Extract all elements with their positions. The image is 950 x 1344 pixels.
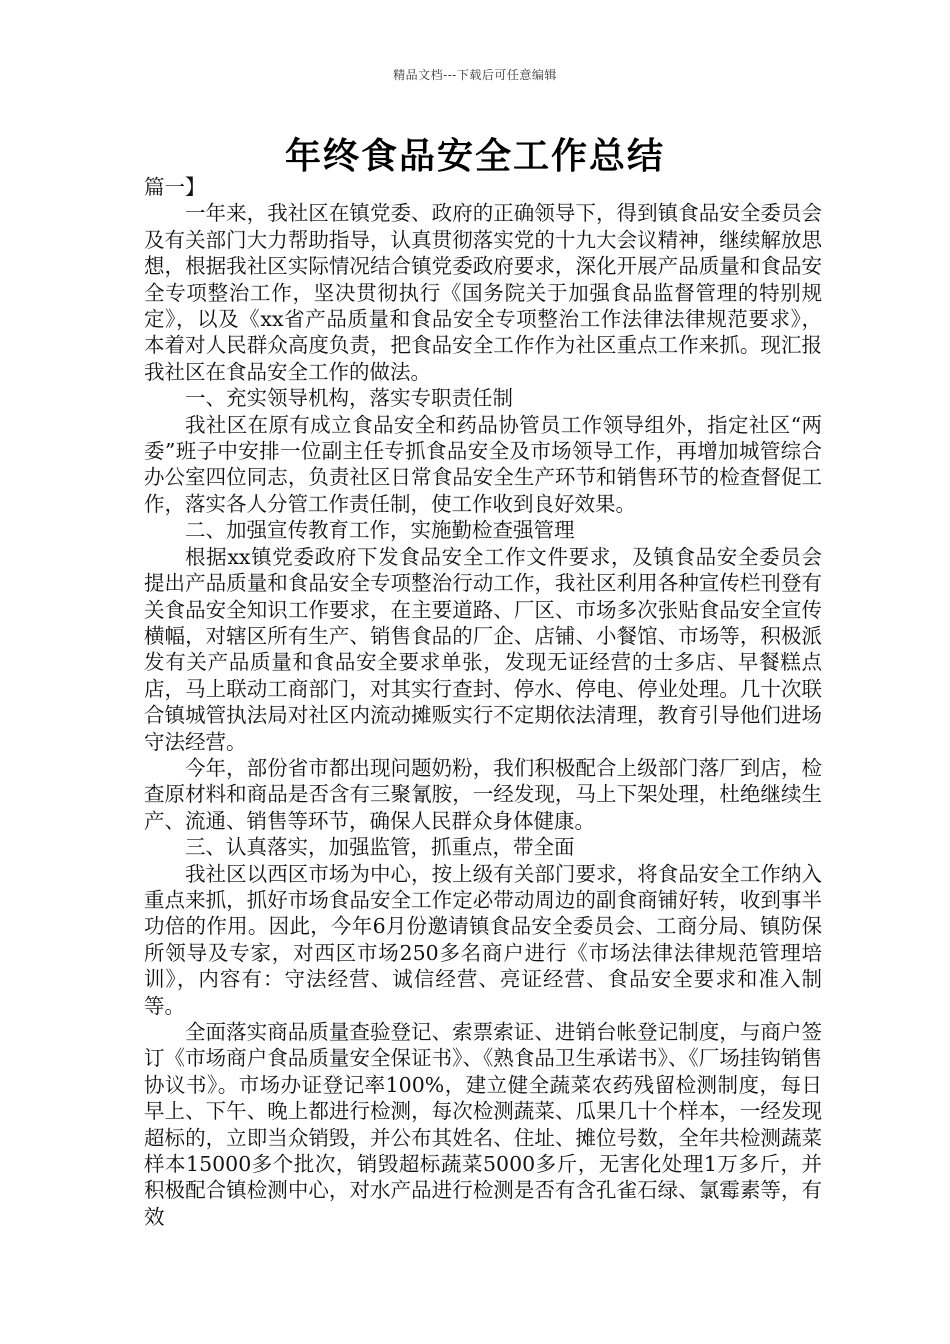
section-label: 篇一】 — [144, 175, 206, 199]
document-body — [144, 174, 822, 1230]
paragraph-inspection: 全面落实商品质量查验登记、索票索证、进销台帐登记制度，与商户签订《市场商户食品质量安全保证书》、《熟食品卫生承诺书》、《厂场挂钩销售协议书》。市场办证登记率100%，建立健全蔬菜农药残留检测制度，每日早上、下午、晚上都进行检测，每次检测蔬菜、瓜果几十个样本，一经发现超标的，立即当众销毁，并公布其姓名、住址、摊位号数，全年共检测蔬菜样本15000多个批次，销毁超标蔬菜5000多斤，无害化处理1万多斤，并积极配合镇检测中心，对水产品进行检测是否有含孔雀石绿、氯霉素等，有效 — [144, 1020, 822, 1229]
section-heading-2: 二、加强宣传教育工作，实施勤检查强管理 — [185, 518, 575, 543]
paragraph-market-focus: 我社区以西区市场为中心，按上级有关部门要求，将食品安全工作纳入重点来抓，抓好市场食品安全工作定必带动周边的副食商铺好转，收到事半功倍的作用。因此，今年6月份邀请镇食品安全委员会、工商分局、镇防保所领导及专家，对西区市场250多名商户进行《市场法律法律规范管理培训》，内容有：守法经营、诚信经营、亮证经营、食品安全要求和准入制等。 — [144, 861, 822, 1018]
paragraph-intro: 一年来，我社区在镇党委、政府的正确领导下，得到镇食品安全委员会及有关部门大力帮助指导，认真贯彻落实党的十九大会议精神，继续解放思想，根据我社区实际情况结合镇党委政府要求，深化开展产品质量和食品安全专项整治工作，坚决贯彻执行《国务院关于加强食品监督管理的特别规定》，以及《xx省产品质量和食品安全专项整治工作法律法律规范要求》，本着对人民群众高度负责，把食品安全工作作为社区重点工作来抓。现汇报我社区在食品安全工作的做法。 — [144, 201, 822, 384]
paragraph-leadership: 我社区在原有成立食品安全和药品协管员工作领导组外，指定社区“两委”班子中安排一位副主任专抓食品安全及市场领导工作，再增加城管综合办公室四位同志，负责社区日常食品安全生产环节和销售环节的检查督促工作，落实各人分管工作责任制，使工作收到良好效果。 — [144, 412, 822, 516]
section-heading-3: 三、认真落实，加强监管，抓重点，带全面 — [185, 835, 575, 860]
section-heading-1: 一、充实领导机构，落实专职责任制 — [185, 386, 513, 411]
paragraph-milk-powder: 今年，部份省市都出现问题奶粉，我们积极配合上级部门落厂到店，检查原材料和商品是否含有三聚氰胺，一经发现，马上下架处理，杜绝继续生产、流通、销售等环节，确保人民群众身体健康。 — [144, 755, 822, 833]
document-title: 年终食品安全工作总结 — [284, 135, 665, 177]
paragraph-publicity: 根据xx镇党委政府下发食品安全工作文件要求，及镇食品安全委员会提出产品质量和食品安全专项整治行动工作，我社区利用各种宣传栏刊登有关食品安全知识工作要求，在主要道路、厂区、市场多次张贴食品安全宣传横幅，对辖区所有生产、销售食品的厂企、店铺、小餐馆、市场等，积极派发有关产品质量和食品安全要求单张，发现无证经营的士多店、早餐糕点店，马上联动工商部门，对其实行查封、停水、停电、停业处理。几十次联合镇城管执法局对社区内流动摊贩实行不定期依法清理，教育引导他们进场守法经营。 — [144, 544, 822, 754]
header-note: 精品文档---下载后可任意编辑 — [393, 68, 557, 82]
